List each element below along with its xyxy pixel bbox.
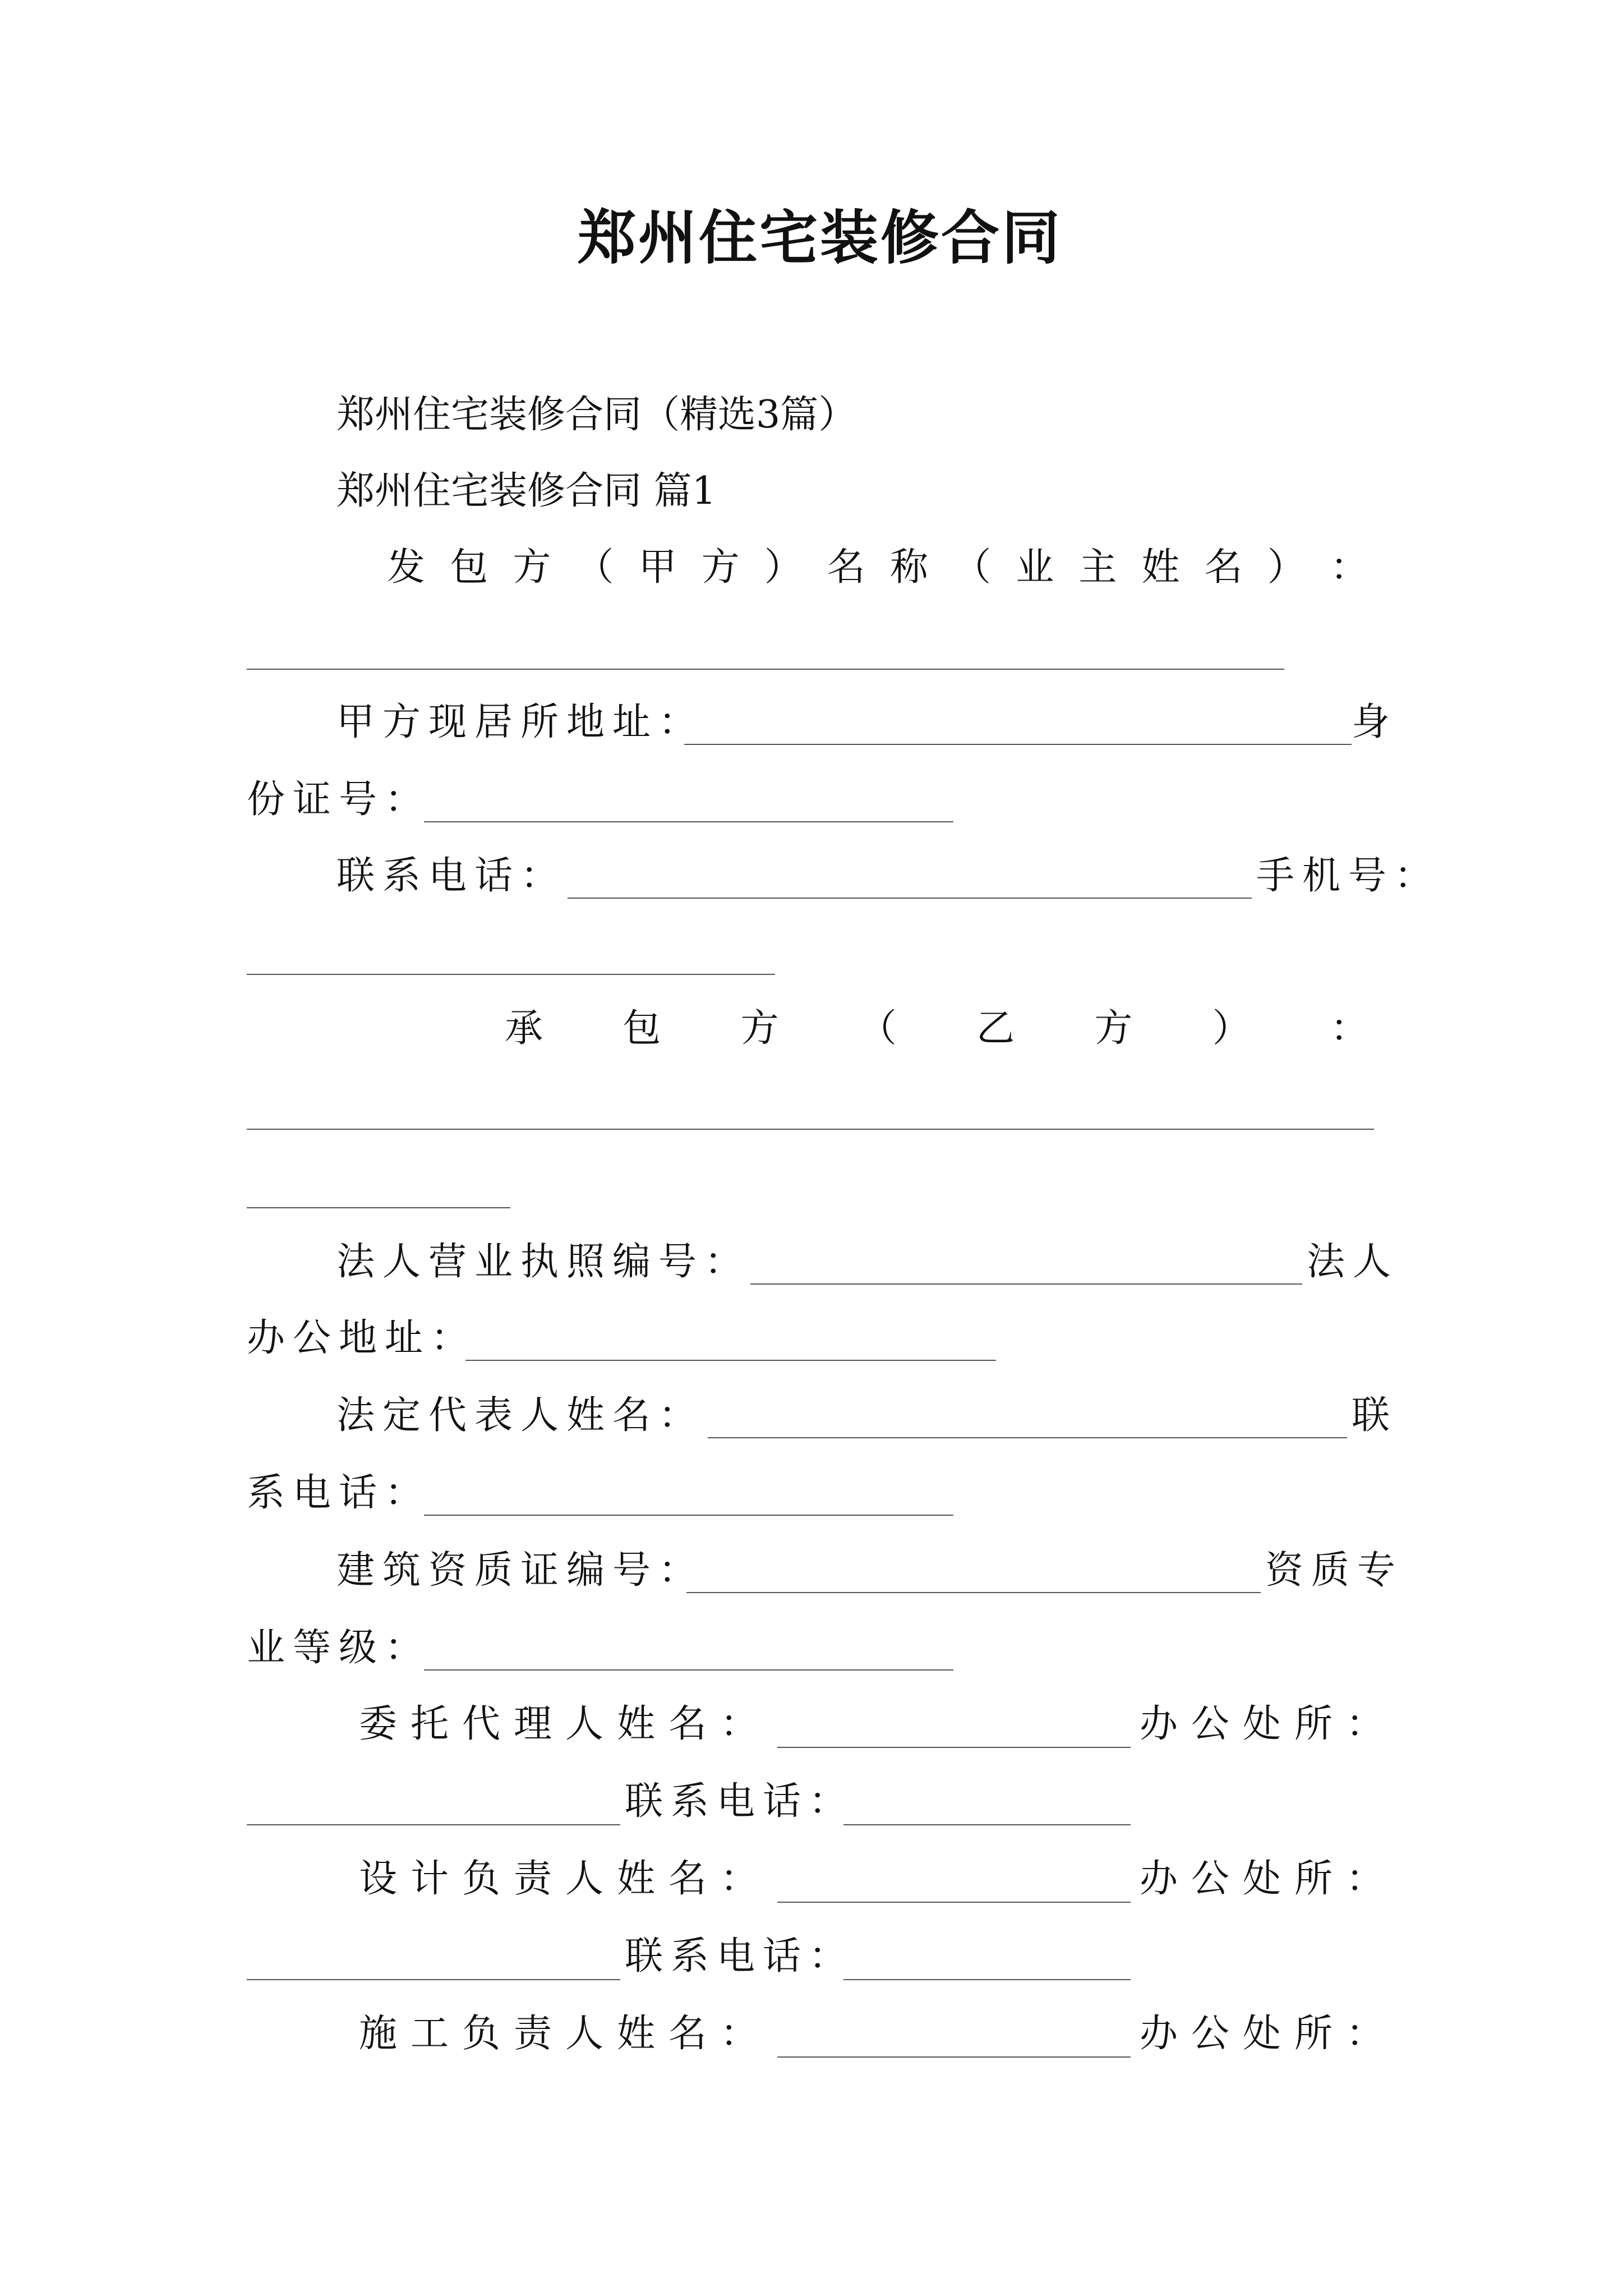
party-a-char: 名 — [1204, 545, 1243, 590]
grade-label-part1: 资质专 — [1265, 1548, 1404, 1593]
address-blank[interactable] — [684, 744, 1352, 745]
mobile-label: 手机号： — [1256, 854, 1441, 898]
agent-office-blank[interactable] — [247, 1824, 620, 1825]
party-a-name-blank[interactable] — [247, 669, 1284, 670]
agent-office-label: 办公处所： — [1140, 1702, 1398, 1746]
party-a-char: （ — [575, 545, 614, 590]
party-a-char: 包 — [450, 545, 488, 590]
design-phone-label: 联系电话： — [625, 1934, 855, 1978]
office-address-blank[interactable] — [465, 1360, 996, 1361]
subtitle: 郑州住宅装修合同（精选3篇） — [336, 393, 857, 437]
party-b-char: ） — [1212, 1006, 1251, 1051]
party-a-char: 发 — [387, 545, 426, 590]
rep-name-blank[interactable] — [708, 1437, 1347, 1438]
design-phone-blank[interactable] — [843, 1979, 1131, 1980]
id-label-part2: 份证号： — [247, 777, 431, 822]
document-title: 郑州住宅装修合同 — [578, 203, 1063, 272]
agent-phone-label: 联系电话： — [625, 1779, 855, 1824]
id-number-blank[interactable] — [424, 821, 953, 822]
office-label-part1: 法人 — [1307, 1240, 1399, 1284]
agent-phone-blank[interactable] — [843, 1824, 1131, 1825]
party-a-char: ） — [764, 545, 803, 590]
party-a-char: ： — [1330, 545, 1368, 590]
party-b-name-blank-1[interactable] — [247, 1129, 1374, 1130]
office-label-part2: 办公地址： — [247, 1316, 477, 1360]
agent-name-blank[interactable] — [777, 1747, 1131, 1748]
design-lead-label: 设计负责人姓名： — [359, 1857, 772, 1901]
party-a-char: 方 — [701, 545, 740, 590]
rep-phone-blank[interactable] — [424, 1515, 953, 1516]
party-b-char: 承 — [505, 1006, 543, 1051]
party-b-char: ： — [1330, 1006, 1368, 1051]
construction-lead-name-blank[interactable] — [777, 2056, 1131, 2058]
phone-label: 联系电话： — [336, 854, 567, 898]
chapter-heading: 郑州住宅装修合同 篇1 — [336, 469, 716, 513]
address-label: 甲方现居所地址： — [336, 700, 705, 744]
party-a-char: 称 — [890, 545, 929, 590]
cert-label: 建筑资质证编号： — [336, 1548, 705, 1593]
license-blank[interactable] — [750, 1283, 1302, 1285]
party-a-char: 方 — [513, 545, 551, 590]
party-b-char: 方 — [740, 1006, 779, 1051]
party-b-name-blank-2[interactable] — [247, 1207, 510, 1208]
party-b-char: 乙 — [976, 1006, 1015, 1051]
party-b-char: 方 — [1094, 1006, 1133, 1051]
construction-lead-label: 施工负责人姓名： — [359, 2012, 772, 2056]
id-label-part1: 身 — [1352, 700, 1390, 744]
party-a-char: 甲 — [638, 545, 677, 590]
design-office-blank[interactable] — [247, 1979, 620, 1980]
party-a-char: 业 — [1016, 545, 1054, 590]
rep-phone-label-part1: 联 — [1352, 1393, 1390, 1438]
party-a-char: （ — [953, 545, 992, 590]
party-a-char: 主 — [1078, 545, 1117, 590]
grade-label-part2: 业等级： — [247, 1626, 431, 1670]
design-lead-name-blank[interactable] — [777, 1902, 1131, 1903]
design-office-label: 办公处所： — [1140, 1857, 1398, 1901]
party-b-char: （ — [858, 1006, 897, 1051]
party-a-label — [387, 545, 1368, 590]
rep-label: 法定代表人姓名： — [336, 1393, 705, 1438]
party-b-char: 包 — [623, 1006, 661, 1051]
party-a-char: ） — [1267, 545, 1306, 590]
party-b-label — [505, 1006, 1368, 1051]
mobile-blank[interactable] — [247, 974, 775, 975]
phone-blank[interactable] — [568, 898, 1252, 899]
rep-phone-label-part2: 系电话： — [247, 1471, 431, 1515]
construction-office-label: 办公处所： — [1140, 2012, 1398, 2056]
party-a-char: 姓 — [1141, 545, 1180, 590]
agent-label: 委托代理人姓名： — [359, 1702, 772, 1746]
grade-blank[interactable] — [424, 1669, 953, 1671]
party-a-char: 名 — [827, 545, 865, 590]
cert-number-blank[interactable] — [686, 1592, 1261, 1593]
license-label: 法人营业执照编号： — [336, 1240, 751, 1284]
